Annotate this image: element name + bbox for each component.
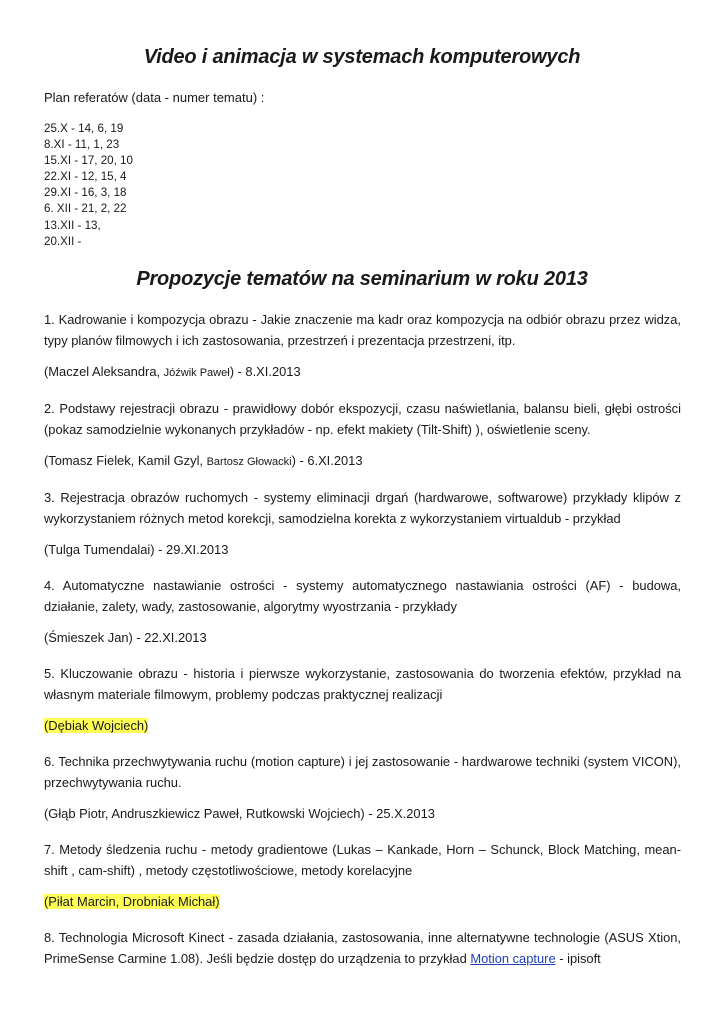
topic-assignment [44,364,681,381]
topic-text: 8. Technologia Microsoft Kinect - zasada działania, zastosowania, inne alternatywne technologie (ASUS Xtion, PrimeSense Carmine 1.08). Jeśli będzie dostęp do urządzenia to przykład [44,930,681,966]
schedule-item: 13.XII - 13, [44,218,101,232]
topic-assignment: (Śmieszek Jan) - 22.XI.2013 [44,630,207,645]
plan-intro: Plan referatów (data - numer tematu) : [44,90,265,105]
topic-description: 7. Metody śledzenia ruchu - metody gradientowe (Lukas – Kankade, Horn – Schunck, Block Matching, mean-shift , cam-shift) , metody częstotliwościowe, metody korelacyjne [44,842,681,878]
topic-assignment: (Głąb Piotr, Andruszkiewicz Paweł, Rutkowski Wojciech) - 25.X.2013 [44,806,435,821]
section-title: Propozycje tematów na seminarium w roku 2013 [136,268,588,290]
document-title: Video i animacja w systemach komputerowych [143,46,581,68]
schedule-item: 25.X - 14, 6, 19 [44,122,124,135]
highlighted-assignment: (Piłat Marcin, Drobniak Michał) [44,894,220,909]
topic-assignment [44,718,681,734]
assignment-text: ) - 6.XI.2013 [291,453,363,468]
schedule-item: 15.XI - 17, 20, 10 [44,154,133,168]
topic-description: 4. Automatyczne nastawianie ostrości - systemy automatycznego nastawiania ostrości (AF) - budowa, działanie, zalety, wady, zastosowanie, algorytmy wyostrzania - przykłady [44,578,681,614]
topic-description: 6. Technika przechwytywania ruchu (motion capture) i jej zastosowanie - hardwarowe techniki (system VICON), przechwytywania ruchu. [44,754,681,790]
topic-description: 5. Kluczowanie obrazu - historia i pierwsze wykorzystanie, zastosowania do tworzenia efektów, przykład na własnym materiale filmowym, problemy podczas praktycznej realizacji [44,666,681,702]
schedule-item: 20.XII - [44,234,82,248]
schedule-list [44,121,133,250]
schedule-item: 6. XII - 21, 2, 22 [44,202,127,216]
topic-assignment [44,453,681,470]
assignment-text-small: Jóźwik Paweł [163,367,230,379]
topic-description [44,927,681,969]
assignment-text: (Tomasz Fielek, Kamil Gzyl, [44,453,207,468]
topic-assignment: (Tulga Tumendalai) - 29.XI.2013 [44,542,229,557]
highlighted-assignment: (Dębiak Wojciech) [44,718,149,733]
motion-capture-link[interactable]: Motion capture [470,951,556,966]
topic-assignment [44,894,681,910]
schedule-item: 22.XI - 12, 15, 4 [44,170,127,184]
topics-list [44,309,681,969]
topic-description: 1. Kadrowanie i kompozycja obrazu - Jakie znaczenie ma kadr oraz kompozycja na odbiór obrazu przez widza, typy planów filmowych i ich zastosowania, przestrzeń i prezentacja przestrzeni, itp. [44,312,681,348]
topic-description: 2. Podstawy rejestracji obrazu - prawidłowy dobór ekspozycji, czasu naświetlania, balansu bieli, głębi ostrości (pokaz samodzielnie wykonanych przykładów - np. efekt makiety (Tilt-Shift) ), oświetlenie sceny. [44,401,681,437]
topic-text: - ipisoft [555,951,601,966]
schedule-item: 8.XI - 11, 1, 23 [44,138,120,152]
topic-description: 3. Rejestracja obrazów ruchomych - systemy eliminacji drgań (hardwarowe, softwarowe) przykłady klipów z wykorzystaniem różnych metod korekcji, samodzielna korekta z wykorzystaniem virtualdub - przykład [44,490,681,526]
assignment-text: (Maczel Aleksandra, [44,364,164,379]
schedule-item: 29.XI - 16, 3, 18 [44,186,127,200]
assignment-text: ) - 8.XI.2013 [229,364,301,379]
assignment-text-small: Bartosz Głowacki [206,456,292,468]
